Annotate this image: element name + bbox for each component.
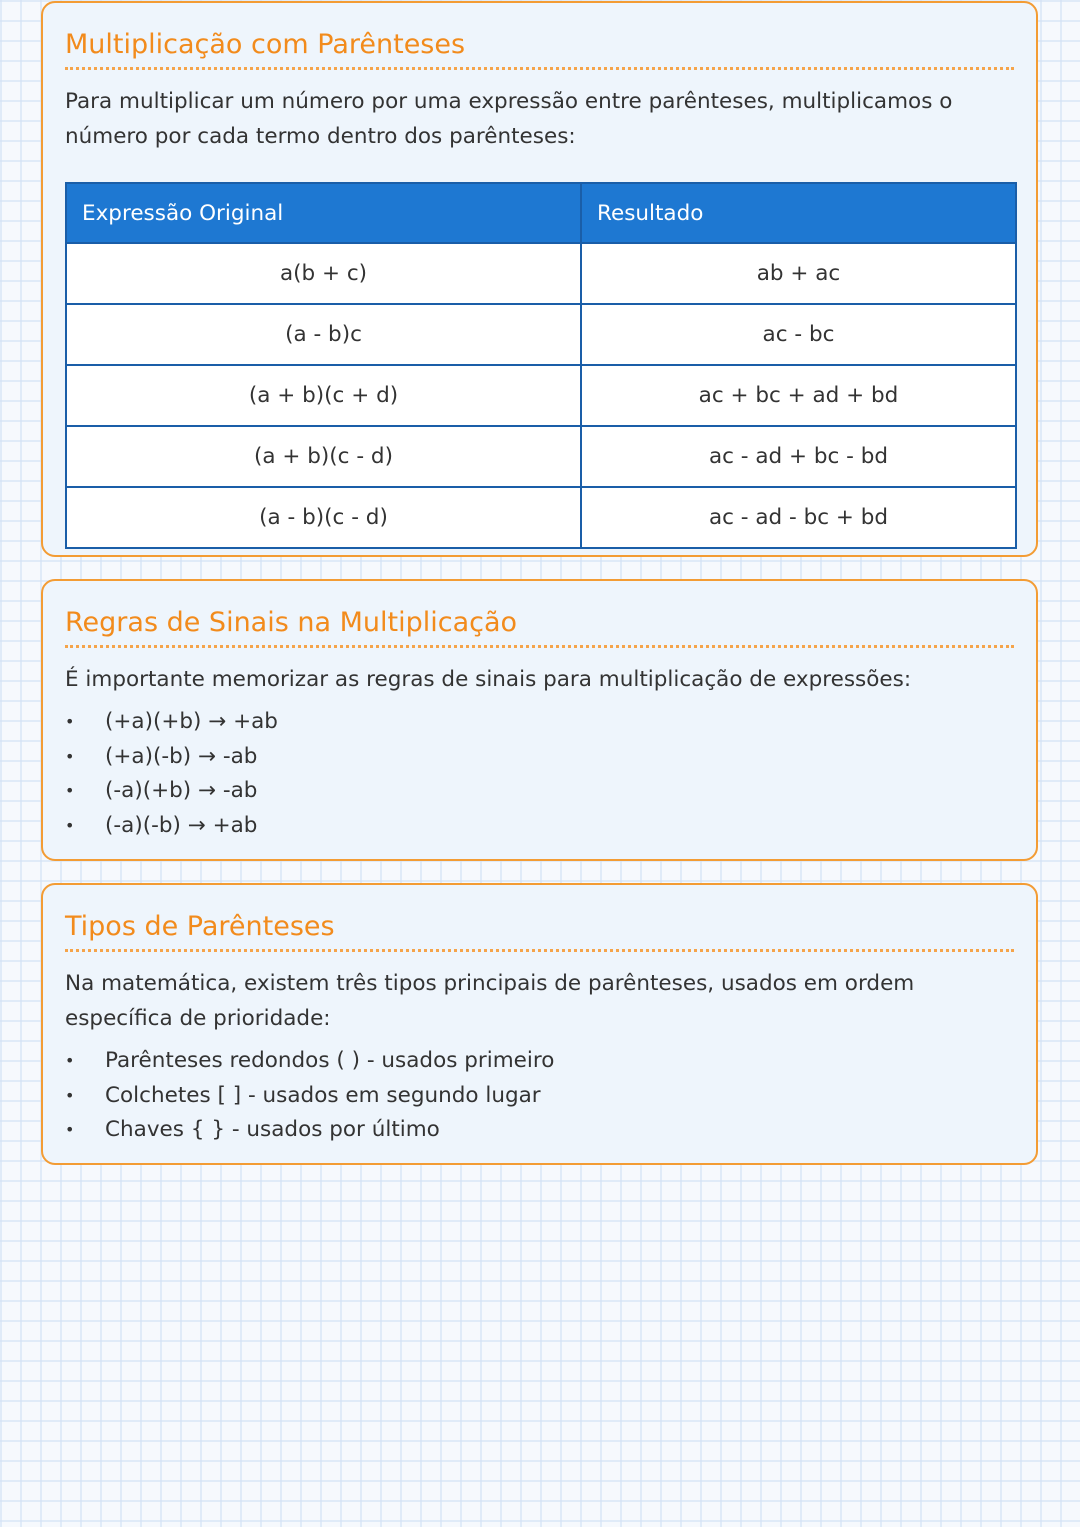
cell-result: ac - ad - bc + bd bbox=[581, 487, 1016, 548]
list-item bbox=[65, 1044, 1014, 1079]
cell-result: ab + ac bbox=[581, 243, 1016, 304]
section-tipos-parenteses bbox=[41, 883, 1038, 1165]
list-item-text: Colchetes [ ] - usados em segundo lugar bbox=[105, 1082, 541, 1108]
cell-result: ac - bc bbox=[581, 304, 1016, 365]
bullet-icon: • bbox=[65, 1051, 75, 1070]
list-item-text: (+a)(+b) → +ab bbox=[105, 709, 278, 734]
cell-expression: a(b + c) bbox=[66, 243, 581, 304]
cell-result: ac - ad + bc - bd bbox=[581, 426, 1016, 487]
table-row bbox=[66, 487, 1016, 548]
sign-rules-list bbox=[65, 705, 1014, 843]
list-item bbox=[65, 809, 1014, 844]
list-item bbox=[65, 705, 1014, 740]
list-item bbox=[65, 1079, 1014, 1114]
table-row bbox=[66, 243, 1016, 304]
section-regras-sinais bbox=[41, 579, 1038, 861]
paren-types-list bbox=[65, 1044, 1014, 1148]
table-row bbox=[66, 365, 1016, 426]
list-item bbox=[65, 774, 1014, 809]
header-expressao: Expressão Original bbox=[66, 183, 581, 243]
table-row bbox=[66, 304, 1016, 365]
list-item bbox=[65, 740, 1014, 775]
bullet-icon: • bbox=[65, 781, 75, 801]
bullet-icon: • bbox=[65, 712, 75, 731]
list-item-text: (-a)(-b) → +ab bbox=[105, 812, 258, 838]
cell-expression: (a - b)(c - d) bbox=[66, 487, 581, 548]
table-row bbox=[66, 426, 1016, 487]
expression-table bbox=[65, 182, 1017, 549]
section-intro: Para multiplicar um número por uma expressão entre parênteses, multiplicamos o número por cada termo dentro dos parênteses: bbox=[65, 89, 953, 149]
section-intro: É importante memorizar as regras de sinais para multiplicação de expressões: bbox=[65, 667, 912, 692]
section-title: Regras de Sinais na Multiplicação bbox=[65, 605, 1014, 648]
table-header-row bbox=[66, 183, 1016, 243]
header-resultado: Resultado bbox=[581, 183, 1016, 243]
bullet-icon: • bbox=[65, 1120, 75, 1140]
list-item-text: (-a)(+b) → -ab bbox=[105, 778, 258, 804]
bullet-icon: • bbox=[65, 1085, 75, 1105]
cell-result: ac + bc + ad + bd bbox=[581, 365, 1016, 426]
bullet-icon: • bbox=[65, 815, 75, 835]
bullet-icon: • bbox=[65, 746, 75, 766]
list-item bbox=[65, 1113, 1014, 1148]
section-title: Tipos de Parênteses bbox=[65, 909, 1014, 952]
cell-expression: (a + b)(c - d) bbox=[66, 426, 581, 487]
cell-expression: (a + b)(c + d) bbox=[66, 365, 581, 426]
list-item-text: Parênteses redondos ( ) - usados primeiro bbox=[105, 1048, 555, 1073]
list-item-text: Chaves { } - usados por último bbox=[105, 1117, 440, 1143]
list-item-text: (+a)(-b) → -ab bbox=[105, 743, 258, 769]
section-multiplicacao bbox=[41, 1, 1038, 557]
section-title: Multiplicação com Parênteses bbox=[65, 27, 1014, 70]
section-intro: Na matemática, existem três tipos principais de parênteses, usados em ordem específica de prioridade: bbox=[65, 971, 915, 1031]
cell-expression: (a - b)c bbox=[66, 304, 581, 365]
